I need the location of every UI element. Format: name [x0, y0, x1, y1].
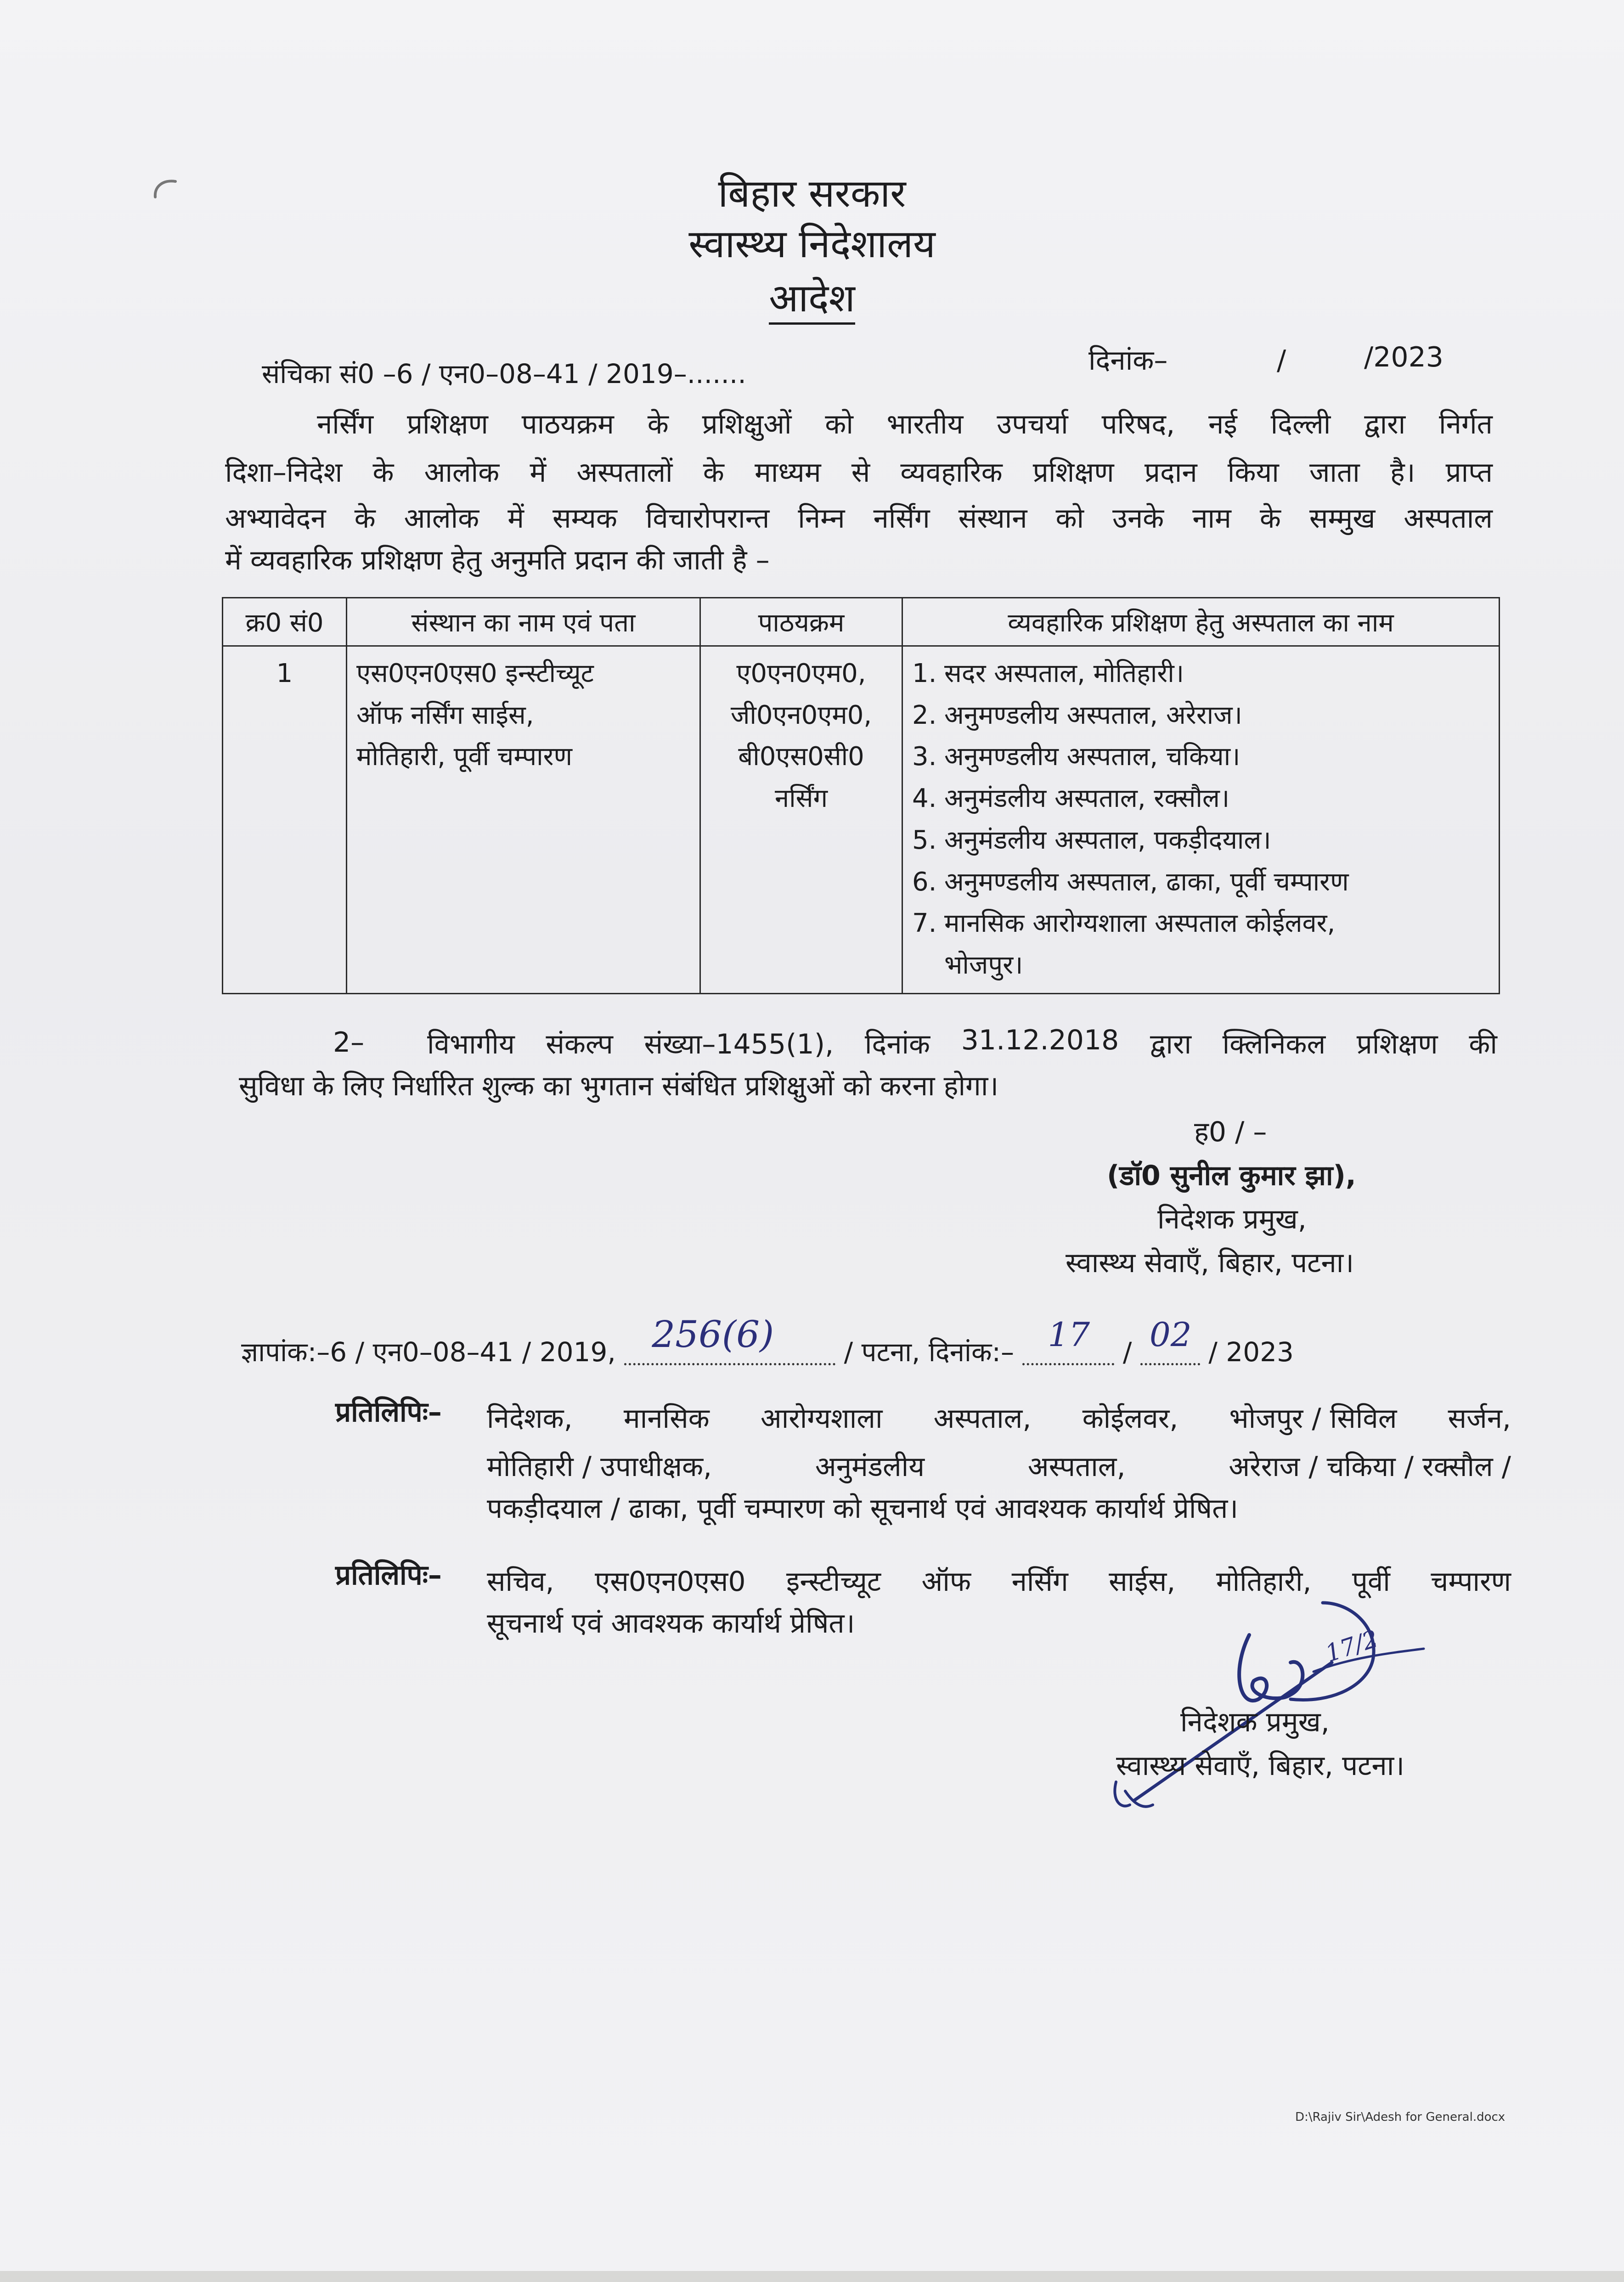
header-institute: संस्थान का नाम एवं पता — [347, 598, 700, 646]
hospital-item: 3. अनुमण्डलीय अस्पताल, चकिया। — [912, 742, 1241, 772]
signatory2-designation: निदेशक प्रमुख, — [1180, 1706, 1330, 1738]
word: के — [372, 456, 394, 489]
cell-hospitals — [902, 646, 1500, 994]
word: के — [1259, 502, 1281, 535]
hospital-item: 7. मानसिक आरोग्यशाला अस्पताल कोईलवर, — [912, 908, 1336, 939]
hospital-item: 2. अनुमण्डलीय अस्पताल, अरेराज। — [912, 700, 1242, 730]
order-title: आदेश — [491, 270, 1133, 323]
hospital-item: 5. अनुमंडलीय अस्पताल, पकड़ीदयाल। — [912, 825, 1271, 855]
signatory-office: स्वास्थ्य सेवाएँ, बिहार, पटना। — [1066, 1247, 1354, 1279]
word: नर्सिंग — [1011, 1566, 1068, 1598]
word: उपचर्या — [997, 408, 1068, 440]
word: निम्न — [798, 502, 845, 535]
word: में — [508, 502, 524, 535]
para2-number: 2– — [333, 1026, 365, 1059]
word: प्रशिक्षण — [1032, 456, 1114, 489]
copy1-line-3: पकड़ीदयाल / ढाका, पूर्वी चम्पारण को सूचनार्थ एवं आवश्यक कार्यार्थ प्रेषित। — [487, 1493, 1239, 1525]
word: पूर्वी — [1352, 1566, 1390, 1598]
cell-institute — [347, 646, 700, 994]
word: आलोक — [424, 456, 500, 489]
date-separator: / — [1277, 344, 1286, 377]
header-hospital: व्यवहारिक प्रशिक्षण हेतु अस्पताल का नाम — [902, 598, 1500, 646]
memo-number-handwritten: 256(6) — [652, 1313, 774, 1356]
word: अभ्यावेदन — [225, 502, 326, 535]
word: भारतीय — [886, 408, 964, 440]
handwritten-signature — [1093, 1589, 1488, 1819]
copy2-label: प्रतिलिपिः– — [335, 1559, 442, 1591]
word: विचारोपरान्त — [645, 502, 770, 535]
word: सर्जन, — [1448, 1403, 1511, 1435]
hole-punch-mark — [152, 177, 179, 200]
word: से — [851, 456, 870, 489]
word: आरोग्यशाला — [760, 1403, 883, 1435]
memo-year: / 2023 — [1208, 1336, 1294, 1368]
word: की — [1469, 1028, 1497, 1060]
word: उनके — [1112, 502, 1164, 535]
word: इन्स्टीच्यूट — [786, 1566, 881, 1598]
government-heading: बिहार सरकार — [718, 171, 906, 216]
word: प्रशिक्षण — [406, 408, 488, 440]
word: नई — [1208, 408, 1237, 440]
word: के — [703, 456, 724, 489]
word: आलोक — [404, 502, 479, 535]
hospital-item: 4. अनुमंडलीय अस्पताल, रक्सौल। — [912, 783, 1230, 814]
word: चम्पारण — [1431, 1566, 1511, 1598]
institute-line: ऑफ नर्सिंग साईस, — [356, 700, 534, 730]
word: है। — [1390, 456, 1415, 489]
table-header-row — [223, 598, 1500, 646]
hospital-item-continuation: भोजपुर। — [944, 950, 1023, 980]
word: प्रशिक्षुओं — [702, 408, 792, 440]
signatory2-office: स्वास्थ्य सेवाएँ, बिहार, पटना। — [1116, 1750, 1404, 1782]
word: ऑफ — [921, 1566, 971, 1598]
memo-day-handwritten: 17 — [1048, 1315, 1090, 1354]
course-line: जी0एन0एम0, — [730, 700, 872, 730]
word: प्राप्त — [1445, 456, 1493, 489]
memo-line — [241, 1313, 1294, 1368]
intro-line-2 — [225, 452, 1493, 490]
course-line: ए0एन0एम0, — [736, 659, 866, 688]
signatory-designation: निदेशक प्रमुख, — [1157, 1203, 1307, 1235]
file-path-footer: D:\Rajiv Sir\Adesh for General.docx — [1295, 2110, 1506, 2124]
memo-day-field — [1022, 1315, 1114, 1365]
word: को — [825, 408, 853, 440]
para2-line-2: सुविधा के लिए निर्धारित शुल्क का भुगतान संबंधित प्रशिक्षुओं को करना होगा। — [239, 1070, 999, 1102]
header-course: पाठयक्रम — [700, 598, 902, 646]
word: भोजपुर / सिविल — [1229, 1403, 1397, 1435]
memo-prefix: ज्ञापांक:–6 / एन0–08–41 / 2019, — [241, 1336, 616, 1368]
word: मोतिहारी / उपाधीक्षक, — [487, 1451, 712, 1483]
word: प्रदान — [1144, 456, 1197, 489]
hospital-item: 6. अनुमण्डलीय अस्पताल, ढाका, पूर्वी चम्पारण — [912, 867, 1349, 897]
word: व्यवहारिक — [900, 456, 1003, 489]
word: सम्मुख — [1309, 502, 1376, 535]
word: संकल्प — [546, 1028, 613, 1060]
word: में — [530, 456, 547, 489]
word: अरेराज / चकिया / रक्सौल / — [1229, 1451, 1511, 1483]
word: दिशा–निदेश — [225, 456, 343, 489]
word: पाठयक्रम — [521, 408, 614, 440]
memo-number-field — [624, 1313, 835, 1365]
word: के — [354, 502, 376, 535]
directorate-heading: स्वास्थ्य निदेशालय — [688, 221, 936, 266]
word: नर्सिंग — [873, 502, 930, 535]
table-row — [223, 646, 1500, 994]
institution-table — [222, 597, 1500, 994]
word: क्लिनिकल — [1222, 1028, 1326, 1060]
file-reference: संचिका सं0 –6 / एन0–08–41 / 2019–....... — [262, 358, 746, 389]
cell-courses — [700, 646, 902, 994]
word: दिनांक — [864, 1028, 930, 1060]
course-line: नर्सिंग — [775, 783, 828, 814]
date-year: /2023 — [1364, 341, 1444, 373]
word: द्वारा — [1364, 408, 1406, 440]
word: नर्सिंग — [317, 408, 374, 440]
word: के — [647, 408, 669, 440]
word: सम्यक — [552, 502, 617, 535]
cell-serial: 1 — [223, 646, 347, 994]
word: अस्पताल, — [1027, 1451, 1126, 1483]
word: परिषद, — [1101, 408, 1175, 440]
intro-line-1 — [317, 404, 1493, 442]
word: दिल्ली — [1270, 408, 1331, 440]
word: संस्थान — [958, 502, 1027, 535]
word: निदेशक, — [487, 1403, 573, 1435]
word: नाम — [1192, 502, 1231, 535]
word: अस्पताल, — [933, 1403, 1032, 1435]
course-line: बी0एस0सी0 — [738, 742, 864, 772]
word: अस्पताल — [1404, 502, 1493, 535]
signature-date-handwritten: 17/2 — [1322, 1625, 1382, 1668]
intro-line-3 — [225, 498, 1493, 536]
word: एस0एन0एस0 — [595, 1566, 746, 1598]
word: प्रशिक्षण — [1356, 1028, 1438, 1060]
word: विभागीय — [427, 1028, 515, 1060]
word: मानसिक — [623, 1403, 710, 1435]
memo-month-handwritten: 02 — [1149, 1315, 1192, 1354]
word: मोतिहारी, — [1216, 1566, 1312, 1598]
word: संख्या–1455(1), — [644, 1028, 834, 1060]
word: जाता — [1309, 456, 1360, 489]
word: को — [1055, 502, 1084, 535]
word: अस्पतालों — [576, 456, 673, 489]
word: सचिव, — [487, 1566, 554, 1598]
word: किया — [1227, 456, 1279, 489]
signatory-name: (डॉ0 सुनील कुमार झा), — [1107, 1160, 1356, 1192]
copy1-label: प्रतिलिपिः– — [335, 1396, 442, 1428]
word: 31.12.2018 — [961, 1024, 1119, 1056]
intro-line-4: में व्यवहारिक प्रशिक्षण हेतु अनुमति प्रदान की जाती है – — [225, 544, 770, 576]
memo-sep: / — [1122, 1336, 1132, 1368]
copy1-line-1 — [487, 1398, 1511, 1436]
memo-month-field — [1140, 1315, 1200, 1365]
institute-line: मोतिहारी, पूर्वी चम्पारण — [356, 742, 573, 772]
word: माध्यम — [754, 456, 821, 489]
hospital-item: 1. सदर अस्पताल, मोतिहारी। — [912, 659, 1184, 688]
copy2-line-2: सूचनार्थ एवं आवश्यक कार्यार्थ प्रेषित। — [487, 1607, 855, 1640]
word: निर्गत — [1439, 408, 1493, 440]
para2-line-1 — [427, 1024, 1497, 1062]
copy1-line-2 — [487, 1447, 1511, 1484]
institute-line: एस0एन0एस0 इन्स्टीच्यूट — [356, 659, 594, 688]
memo-patna-date-label: / पटना, दिनांक:– — [844, 1336, 1015, 1368]
header-serial: क्र0 सं0 — [223, 598, 347, 646]
word: कोईलवर, — [1082, 1403, 1179, 1435]
signed-mark: ह0 / – — [1194, 1116, 1267, 1148]
date-label: दिनांक– — [1088, 344, 1168, 377]
word: साईस, — [1109, 1566, 1176, 1598]
word: अनुमंडलीय — [815, 1451, 925, 1483]
word: द्वारा — [1150, 1028, 1192, 1060]
